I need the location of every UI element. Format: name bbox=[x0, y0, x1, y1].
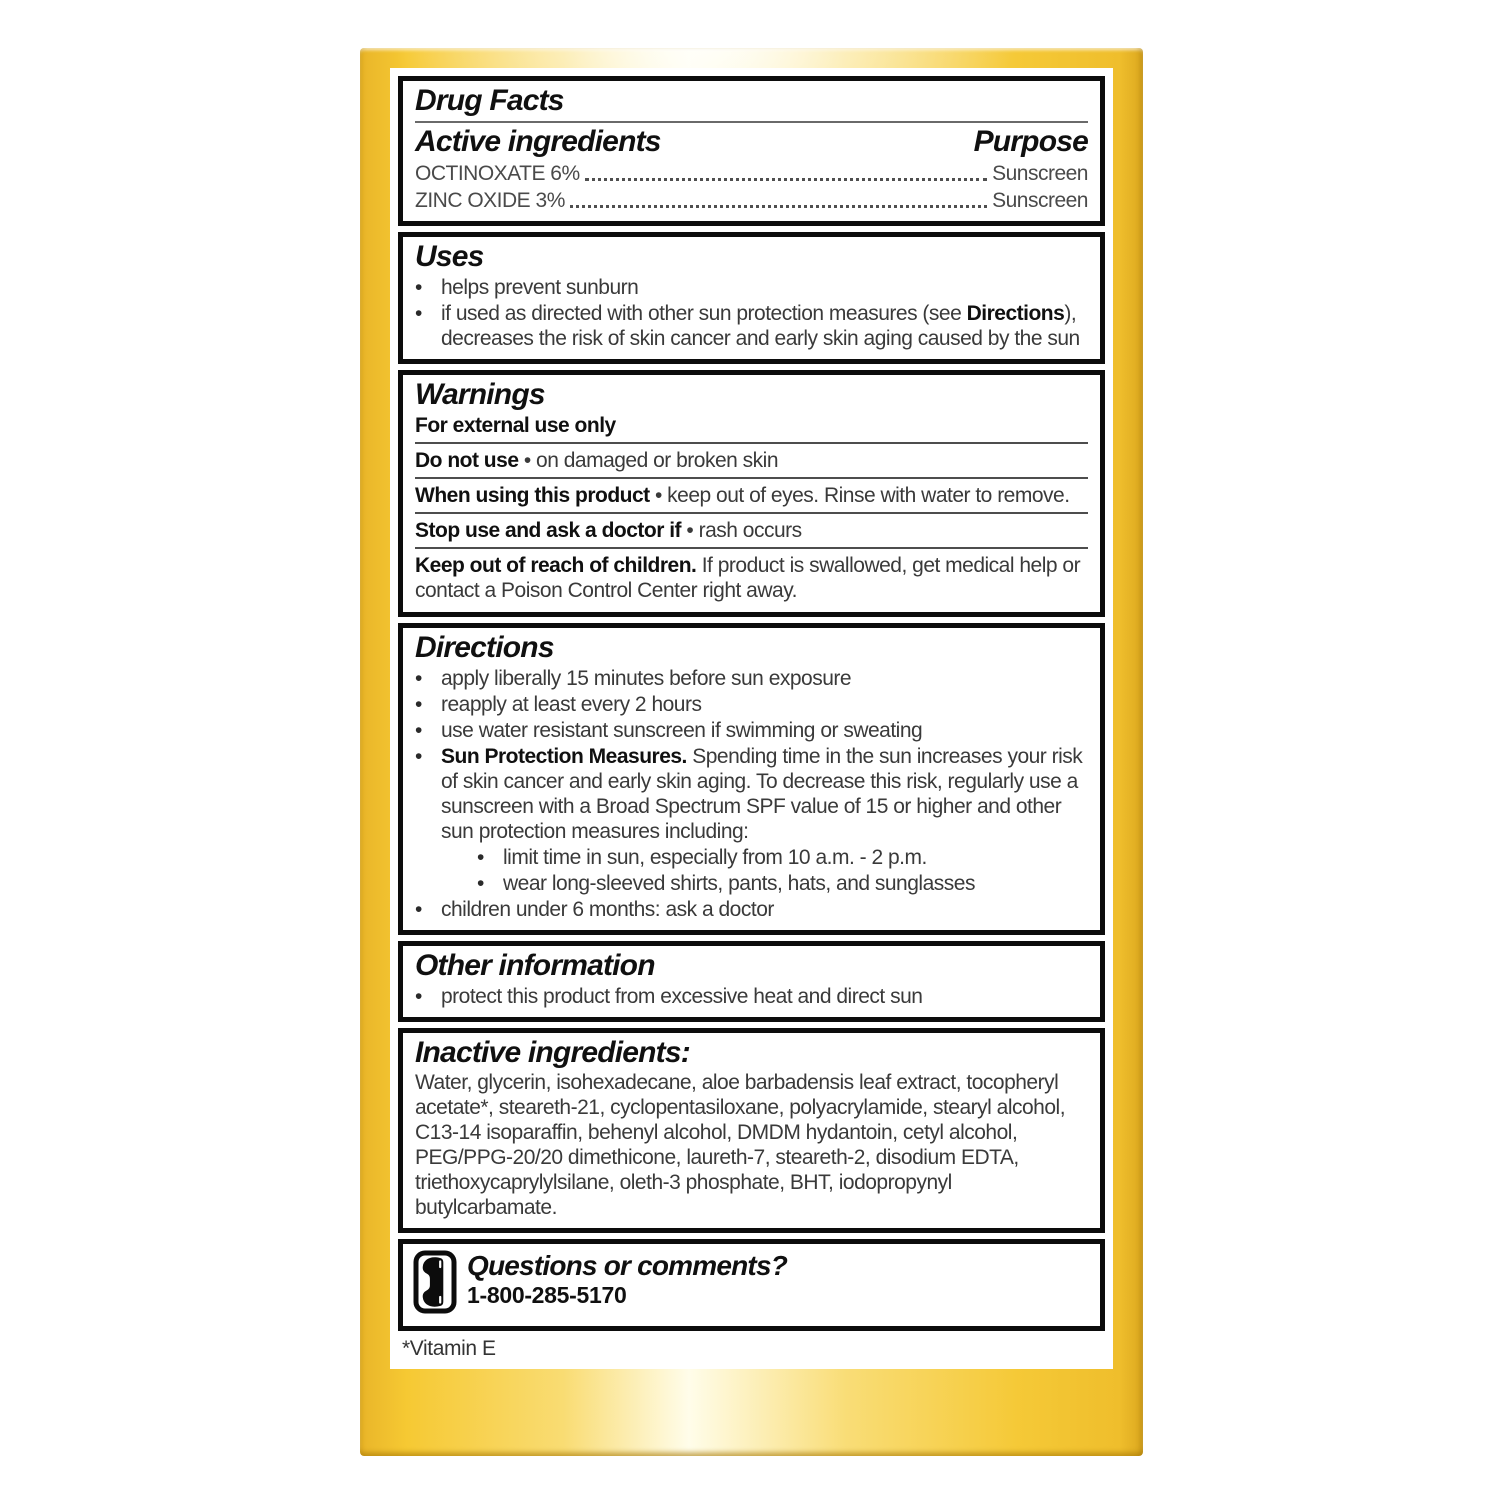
section-drug-facts bbox=[398, 76, 1105, 226]
bold-text-segment: Do not use bbox=[415, 449, 519, 472]
directions-heading: Directions bbox=[415, 631, 554, 664]
list-item bbox=[477, 845, 1088, 870]
active-ingredients-heading: Active ingredients bbox=[415, 125, 661, 158]
text-segment: if used as directed with other sun protection measures (see bbox=[441, 302, 967, 325]
questions-text-block bbox=[467, 1250, 787, 1309]
purpose-heading: Purpose bbox=[973, 125, 1088, 158]
section-other-information bbox=[398, 941, 1105, 1022]
ingredient-name: ZINC OXIDE 3% bbox=[415, 189, 565, 212]
list-item bbox=[415, 984, 1088, 1009]
directions-bullet-text: reapply at least every 2 hours bbox=[441, 693, 702, 716]
warnings-divider bbox=[415, 512, 1088, 514]
inactive-ingredients-text: Water, glycerin, isohexadecane, aloe barbadensis leaf extract, tocopheryl acetate*, steareth-21, cyclopentasiloxane, polyacrylamide, stearyl alcohol, C13-14 isoparaffin, behenyl alcohol, DMDM hydantoin, cetyl alcohol, PEG/PPG-20/20 dimethicone, laureth-7, steareth-2, disodium EDTA, triethoxycaprylylsilane, oleth-3 phosphate, BHT, iodopropynyl butylcarbamate. bbox=[415, 1071, 1066, 1219]
ingredient-row-zinc-oxide bbox=[415, 188, 1088, 213]
sunscreen-label-background bbox=[360, 48, 1143, 1456]
phone-handset-icon bbox=[413, 1250, 457, 1320]
bold-text-segment: Stop use and ask a doctor if bbox=[415, 519, 682, 542]
directions-sub-bullet-text: limit time in sun, especially from 10 a.m. - 2 p.m. bbox=[503, 846, 927, 869]
section-warnings bbox=[398, 370, 1105, 617]
inactive-ingredients-heading: Inactive ingredients: bbox=[415, 1036, 690, 1069]
bullet-marker: • bbox=[415, 745, 422, 768]
bullet-marker: • bbox=[415, 667, 422, 690]
list-item bbox=[415, 897, 1088, 922]
ingredient-purpose: Sunscreen bbox=[992, 189, 1088, 212]
uses-heading: Uses bbox=[415, 240, 484, 273]
warning-row-when-using bbox=[415, 483, 1088, 508]
warning-row-do-not-use bbox=[415, 448, 1088, 473]
text-segment: ), decreases the risk of skin cancer and early skin aging caused by the sun bbox=[441, 302, 1080, 350]
text-segment: Spending time in the sun increases your risk of skin cancer and early skin aging. To decrease this risk, regularly use a sunscreen with a Broad Spectrum SPF value of 15 or higher and other sun protection measures including: bbox=[441, 745, 1083, 843]
section-inactive-ingredients bbox=[398, 1028, 1105, 1233]
uses-bullet-text bbox=[441, 301, 1088, 351]
warnings-divider bbox=[415, 547, 1088, 549]
warnings-heading: Warnings bbox=[415, 378, 545, 411]
bullet-marker: • bbox=[477, 846, 484, 869]
vitamin-e-footnote: *Vitamin E bbox=[402, 1337, 496, 1360]
bullet-marker: • bbox=[415, 302, 422, 325]
section-questions bbox=[398, 1239, 1105, 1331]
dotted-leader bbox=[570, 205, 987, 208]
directions-bullet-text: apply liberally 15 minutes before sun exposure bbox=[441, 667, 852, 690]
list-item bbox=[415, 718, 1088, 743]
bullet-marker: • bbox=[415, 985, 422, 1008]
warnings-divider bbox=[415, 442, 1088, 444]
list-item bbox=[415, 301, 1088, 351]
ingredient-name: OCTINOXATE 6% bbox=[415, 162, 580, 185]
keep-out-of-reach-paragraph bbox=[415, 553, 1088, 603]
list-item bbox=[477, 871, 1088, 896]
list-item bbox=[415, 666, 1088, 691]
drug-facts-panel bbox=[390, 68, 1113, 1369]
bold-text-segment: Sun Protection Measures. bbox=[441, 745, 687, 768]
bullet-marker: • bbox=[415, 719, 422, 742]
other-information-bullet-text: protect this product from excessive heat and direct sun bbox=[441, 985, 923, 1008]
bold-text-segment: Keep out of reach of children. bbox=[415, 554, 697, 577]
bold-text-segment: When using this product bbox=[415, 484, 650, 507]
list-item bbox=[415, 692, 1088, 717]
active-ingredients-header bbox=[415, 125, 1088, 159]
section-uses bbox=[398, 232, 1105, 364]
directions-bullet-text bbox=[441, 744, 1088, 896]
directions-sub-bullet-text: wear long-sleeved shirts, pants, hats, and sunglasses bbox=[503, 872, 975, 895]
ingredient-row-octinoxate bbox=[415, 161, 1088, 186]
phone-number: 1-800-285-5170 bbox=[467, 1282, 627, 1308]
directions-bullet-text: children under 6 months: ask a doctor bbox=[441, 898, 774, 921]
bullet-marker: • bbox=[415, 276, 422, 299]
section-directions bbox=[398, 623, 1105, 935]
bullet-marker: • bbox=[415, 898, 422, 921]
bullet-marker: • bbox=[415, 693, 422, 716]
directions-bullet-text: use water resistant sunscreen if swimming or sweating bbox=[441, 719, 923, 742]
bold-text-segment: Directions bbox=[966, 302, 1065, 325]
external-use-only-line: For external use only bbox=[415, 414, 616, 437]
questions-heading: Questions or comments? bbox=[467, 1250, 788, 1281]
text-segment: • on damaged or broken skin bbox=[518, 449, 779, 472]
warning-row-stop-use bbox=[415, 518, 1088, 543]
title-divider bbox=[415, 121, 1088, 123]
dotted-leader bbox=[585, 178, 987, 181]
bullet-marker: • bbox=[477, 872, 484, 895]
text-segment: • rash occurs bbox=[681, 519, 802, 542]
other-information-heading: Other information bbox=[415, 949, 655, 982]
text-segment: • keep out of eyes. Rinse with water to remove. bbox=[649, 484, 1070, 507]
warnings-divider bbox=[415, 477, 1088, 479]
ingredient-purpose: Sunscreen bbox=[992, 162, 1088, 185]
text-segment: If product is swallowed, get medical help or contact a Poison Control Center right away. bbox=[415, 554, 1081, 602]
drug-facts-title: Drug Facts bbox=[415, 84, 564, 117]
list-item bbox=[415, 275, 1088, 300]
uses-bullet-text: helps prevent sunburn bbox=[441, 276, 639, 299]
list-item bbox=[415, 744, 1088, 896]
